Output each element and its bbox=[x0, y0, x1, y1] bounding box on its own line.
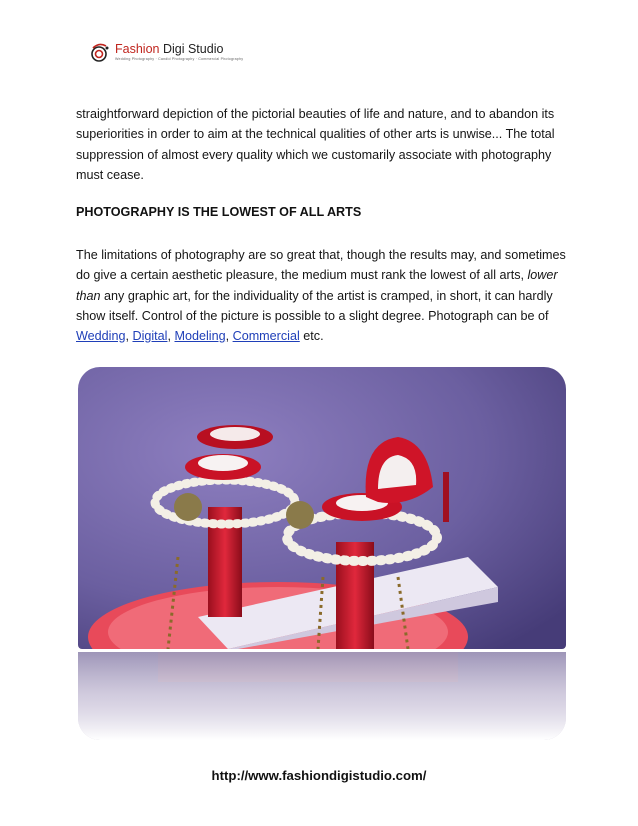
link-wedding[interactable]: Wedding bbox=[76, 329, 126, 344]
logo-title bbox=[115, 42, 243, 56]
paragraph-end: etc. bbox=[299, 329, 324, 344]
reflection-illustration bbox=[78, 652, 566, 740]
link-digital[interactable]: Digital bbox=[132, 329, 168, 344]
link-modeling[interactable]: Modeling bbox=[174, 329, 226, 344]
photo-reflection bbox=[78, 652, 566, 740]
logo-tagline: Wedding Photography · Candid Photography · Commercial Photography bbox=[115, 57, 244, 61]
site-logo[interactable] bbox=[90, 42, 243, 64]
logo-word-fashion: Fashion bbox=[115, 42, 160, 56]
ring-ceremony-photo bbox=[78, 367, 566, 649]
photo-illustration bbox=[78, 367, 566, 649]
body-paragraph: The limitations of photography are so great that, though the results may, and sometimes do give a certain aesthetic pleasure, the medium must rank the lowest of all arts, lower than any graphic art, for the individuality of the artist is cramped, in short, it can hardly show itself. Control of the picture is possible to a slight degree. Photograph can be of Wedding, Digital, Modeling, Commercial etc. bbox=[76, 248, 566, 344]
footer-url-link[interactable]: http://www.fashiondigistudio.com/ bbox=[211, 768, 427, 783]
paragraph-text: any graphic art, for the individuality of the artist is cramped, in short, it can hardly show itself. Control of the picture is possible to a slight degree. Photograph can be of bbox=[76, 288, 553, 323]
section-heading: PHOTOGRAPHY IS THE LOWEST OF ALL ARTS bbox=[76, 205, 362, 219]
intro-paragraph: straightforward depiction of the pictorial beauties of life and nature, and to abandon its superiorities in order to aim at the technical qualities of other arts is unwise... The total suppression of almost every quality which we customarily associate with photography must cease. bbox=[76, 107, 555, 182]
italic-phrase: lower than bbox=[76, 268, 558, 303]
logo-word-digi-studio: Digi Studio bbox=[162, 42, 224, 56]
link-commercial[interactable]: Commercial bbox=[232, 329, 300, 344]
paragraph-text: The limitations of photography are so great that, though the results may, and sometimes do give a certain aesthetic pleasure, the medium must rank the lowest of all arts, bbox=[76, 248, 566, 283]
camera-logo-icon bbox=[90, 42, 112, 64]
